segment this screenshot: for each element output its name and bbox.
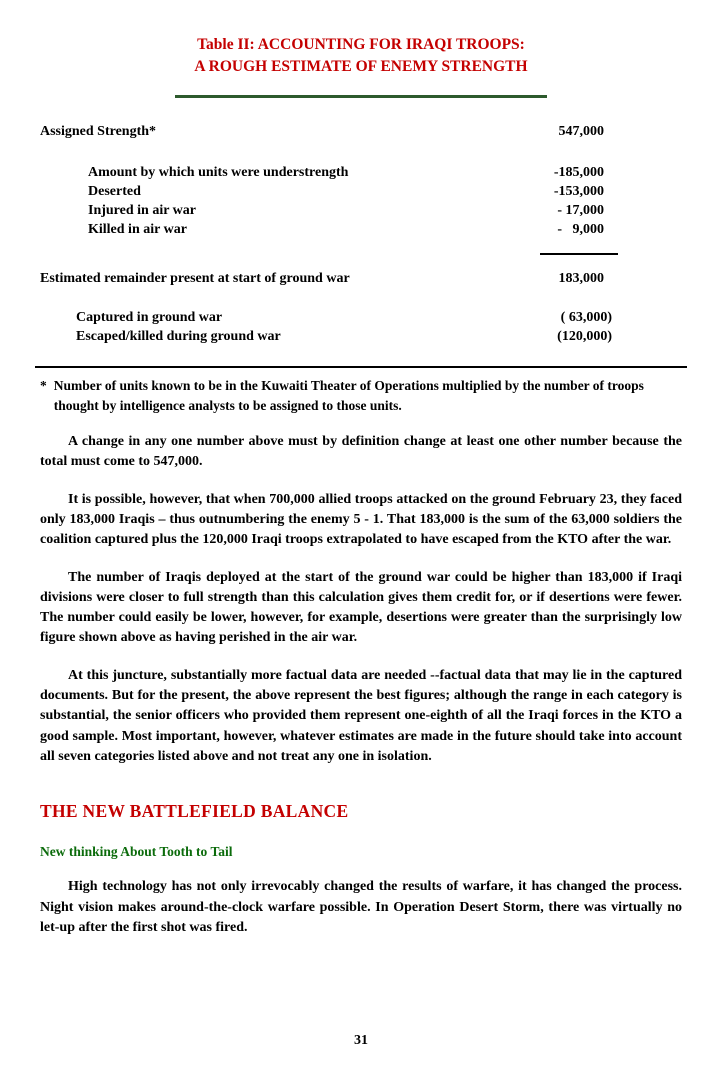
table-row-estimated-remainder — [40, 269, 682, 288]
row-value: -153,000 — [553, 183, 604, 199]
table-title-line1: Table II: ACCOUNTING FOR IRAQI TROOPS: — [197, 36, 525, 53]
row-value: 183,000 — [558, 270, 604, 286]
subheading-tooth-to-tail: New thinking About Tooth to Tail — [40, 844, 233, 860]
row-label: Amount by which units were understrength — [88, 164, 349, 180]
paragraph-high-technology: High technology has not only irrevocably changed the results of warfare, it has changed the process. Night vision makes around-the-clock warfare possible. In Operation Desert Storm, there was virtually no let-up after the first shot was fired. — [40, 879, 682, 935]
row-value: - 17,000 — [557, 202, 604, 218]
table-row-escaped-killed — [40, 327, 682, 346]
row-label: Injured in air war — [88, 202, 196, 218]
page-number: 31 — [354, 1033, 368, 1048]
table-title — [40, 34, 682, 79]
row-value: -185,000 — [553, 164, 604, 180]
row-label: Deserted — [88, 183, 141, 199]
row-value: 547,000 — [558, 123, 604, 139]
row-value: - 9,000 — [557, 221, 604, 237]
paragraph-number-deployed: The number of Iraqis deployed at the start of the ground war could be higher than 183,000 if Iraqi divisions were closer to full strength than this calculation gives them credit for, or if desertions were fewer. The number could easily be lower, however, for example, desertions were greater than the surprisingly low figure shown above as having perished in the air war. — [40, 569, 682, 646]
table-row-assigned-strength — [40, 122, 682, 141]
row-value: ( 63,000) — [560, 309, 612, 325]
title-divider-rule — [175, 95, 547, 98]
table-row-understrength — [40, 163, 682, 182]
footnote — [40, 376, 682, 415]
paragraph-change-one-number: A change in any one number above must by definition change at least one other number because the total must come to 547,000. — [40, 434, 682, 470]
row-label: Assigned Strength* — [40, 123, 157, 139]
troop-strength-table — [40, 122, 682, 346]
footnote-divider-rule — [35, 366, 687, 368]
paragraph-at-this-juncture: At this juncture, substantially more factual data are needed --factual data that may lie in the captured documents. But for the present, the above represent the best figures; although the range in each category is substantial, the senior officers who provided them represent one-eighth of all the Iraqi forces in the KTO a good sample. Most important, however, whatever estimates are made in the future should take into account all seven categories listed above and not treat any one in isolation. — [40, 667, 682, 764]
footnote-marker: * — [40, 377, 47, 393]
footnote-text: Number of units known to be in the Kuwaiti Theater of Operations multiplied by the number of troops thought by intelligence analysts to be assigned to those units. — [53, 377, 644, 413]
row-label: Killed in air war — [88, 221, 187, 237]
row-label: Captured in ground war — [76, 309, 223, 325]
subtotal-rule — [540, 253, 618, 255]
table-title-line2: A ROUGH ESTIMATE OF ENEMY STRENGTH — [194, 58, 528, 76]
paragraph-possible-however: It is possible, however, that when 700,000 allied troops attacked on the ground February 23, they faced only 183,000 Iraqis – thus outnumbering the enemy 5 - 1. That 183,000 is the sum of the 63,000 soldiers the coalition captured plus the 120,000 Iraqi troops extrapolated to have escaped from the KTO after the war. — [40, 491, 682, 548]
table-row-deserted — [40, 182, 682, 201]
row-label: Estimated remainder present at start of ground war — [40, 270, 350, 286]
table-row-injured-air-war — [40, 201, 682, 220]
row-label: Escaped/killed during ground war — [76, 328, 281, 344]
row-value: (120,000) — [557, 328, 612, 344]
table-row-killed-air-war — [40, 220, 682, 239]
table-row-captured — [40, 308, 682, 327]
section-heading-battlefield-balance: THE NEW BATTLEFIELD BALANCE — [40, 801, 349, 822]
